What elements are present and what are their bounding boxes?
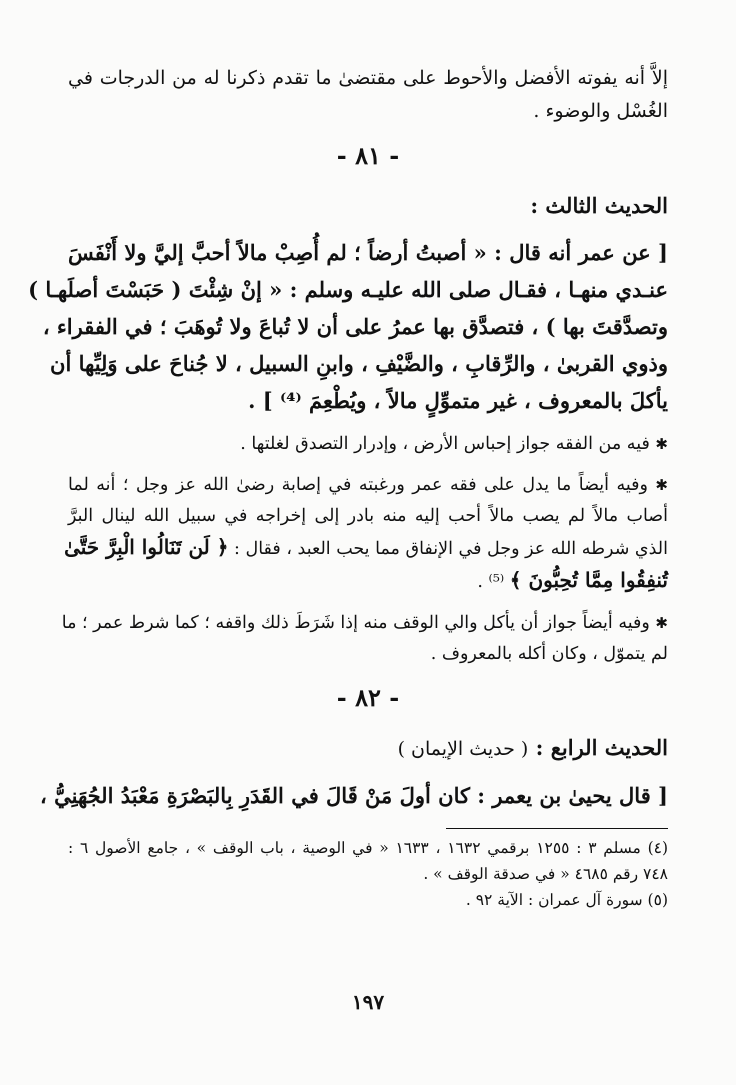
star-bullet-icon: ✱ <box>655 614 668 632</box>
quran-verse: تُنفِقُوا مِمَّا تُحِبُّونَ ﴾ <box>509 568 668 592</box>
page-number: ١٩٧ <box>351 990 385 1014</box>
heading-subtitle: ( حديث الإيمان ) <box>397 738 529 760</box>
text-line <box>68 470 668 501</box>
bullet-text: الذي شرطه الله عز وجل في الإنفاق مما يحب العبد ، فقال : <box>234 539 668 559</box>
text-line: إلاَّ أنه يفوته الأفضل والأحوط على مقتضىٰ ما تقدم ذكرنا له من الدرجات في <box>68 67 668 89</box>
star-bullet-icon: ✱ <box>655 476 668 494</box>
heading-title: الحديث الرابع : <box>535 735 668 760</box>
text-line: الغُسْل والوضوء . <box>533 100 668 122</box>
footnote-4-line: ٧٤٨ رقم ٤٦٨٥ « في صدقة الوقف » . <box>423 865 668 883</box>
footnote-divider <box>446 828 668 829</box>
hadith-3-text <box>28 234 668 419</box>
text-line: أصاب مالاً لم يصب مالاً أحب إليه منه بادر إلى إخراجه في سبيل الله لينال البرَّ <box>68 506 668 526</box>
text-line: [ قال يحيىٰ بن يعمر : كان أولَ مَنْ قَالَ في القَدَرِ بِالبَصْرَةِ مَعْبَدُ الجُهَنِيُّ ، <box>40 783 668 808</box>
hadith-4-text <box>40 777 668 814</box>
text-line: [ عن عمر أنه قال : « أصبتُ أرضاً ؛ لم أُصِبْ مالاً أحبَّ إليَّ ولا أَنْفَسَ <box>68 240 668 265</box>
bullet-point-2 <box>64 470 668 598</box>
bullet-text: فيه من الفقه جواز إحباس الأرض ، وإدرار التصدق لغلتها . <box>240 434 650 454</box>
text-line: وتصدَّقتَ بها ) ، فتصدَّق بها عمرُ على أن لا تُباعَ ولا تُوهَبَ ؛ في الفقراء ، <box>42 314 668 339</box>
heading-fourth-hadith <box>68 730 668 767</box>
bullet-point-3 <box>61 608 668 670</box>
bullet-text: وفيه أيضاً ما يدل على فقه عمر ورغبته في إصابة رضىٰ الله عز وجل ؛ أنه لما <box>68 475 648 495</box>
text-line: عنـدي منهـا ، فقـال صلى الله عليـه وسلم : « إنْ شِئْتَ ( حَبَسْتَ أصلَهـا ) <box>28 277 668 302</box>
bullet-point-1 <box>68 429 668 460</box>
footnotes <box>68 835 668 913</box>
section-number-82: - ٨٢ - <box>336 683 400 712</box>
text-line: يأكلَ بالمعروف ، غير متموِّلٍ مالاً ، ويُطْعِمَ ⁽⁴⁾ ] . <box>248 388 668 413</box>
footnote-ref: ⁽⁵⁾ . <box>477 572 505 592</box>
footnote-5: (٥) سورة آل عمران : الآية ٩٢ . <box>465 891 668 909</box>
text-line: لم يتموّل ، وكان أكله بالمعروف . <box>430 644 668 664</box>
text-line: وذوي القربىٰ ، والرِّقابِ ، والضَّيْفِ ، وابنِ السبيل ، لا جُناحَ على وَلِيِّها أن <box>50 351 668 376</box>
text-line <box>64 532 668 565</box>
quran-verse: ﴿ لَن تَنَالُوا الْبِرَّ حَتَّىٰ <box>64 535 229 559</box>
text-line <box>61 608 668 639</box>
text-line <box>68 565 668 598</box>
heading-third-hadith: الحديث الثالث : <box>530 193 668 218</box>
section-number-81: - ٨١ - <box>336 141 400 170</box>
footnote-4-line: (٤) مسلم ٣ : ١٢٥٥ برقمي ١٦٣٢ ، ١٦٣٣ « في الوصية ، باب الوقف » ، جامع الأصول ٦ : <box>68 839 669 857</box>
bullet-text: وفيه أيضاً جواز أن يأكل والي الوقف منه إذا شَرَطَ ذلك واقفه ؛ كما شرط عمر ؛ ما <box>61 613 650 633</box>
opening-paragraph <box>68 62 668 128</box>
star-bullet-icon: ✱ <box>655 435 668 453</box>
text-line <box>68 429 668 460</box>
